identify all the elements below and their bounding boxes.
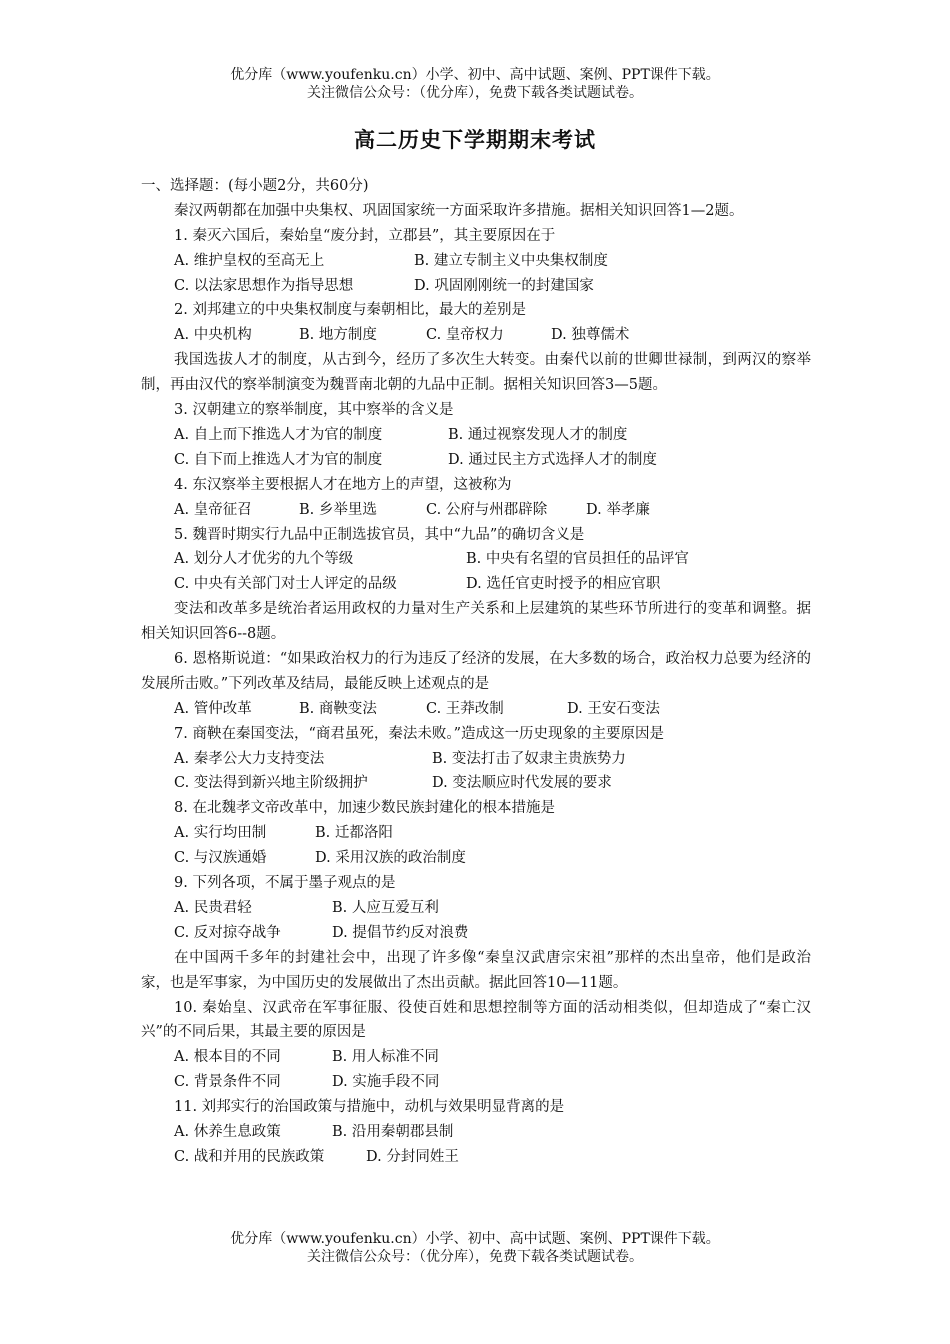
option-d: D. 实施手段不同 [332,1074,440,1091]
header-line-2: 关注微信公众号：（优分库），免费下载各类试题试卷。 [307,85,643,101]
question-2: 2. 刘邦建立的中央集权制度与秦朝相比，最大的差别是 [174,302,526,319]
option-c: C. 战和并用的民族政策 [174,1148,325,1165]
option-b: B. 中央有名望的官员担任的品评官 [466,551,689,568]
question-7: 7. 商鞅在秦国变法，“商君虽死，秦法未败。”造成这一历史现象的主要原因是 [174,725,665,742]
question-9: 9. 下列各项，不属于墨子观点的是 [174,875,396,892]
footer-line-2: 关注微信公众号：（优分库），免费下载各类试题试卷。 [307,1249,643,1265]
option-a: A. 划分人才优劣的九个等级 [174,551,354,568]
option-a: A. 实行均田制 [174,825,267,842]
question-4: 4. 东汉察举主要根据人才在地方上的声望，这被称为 [174,476,512,493]
question-9-options-row-2 [141,921,811,946]
question-6-options [141,697,811,722]
question-10-options-row-2 [141,1070,811,1095]
footer-line-1: 优分库（www.youfenku.cn）小学、初中、高中试题、案例、PPT课件下载。 [230,1231,720,1247]
option-b: B. 通过视察发现人才的制度 [448,426,628,443]
option-b: B. 迁都洛阳 [315,825,393,842]
question-11-options-row-1 [141,1120,811,1145]
question-5-options-row-1 [141,547,811,572]
option-c: C. 公府与州郡辟除 [426,501,548,518]
question-10-options-row-1 [141,1045,811,1070]
option-a: A. 中央机构 [174,327,252,344]
question-3-options-row-1 [141,423,811,448]
intro-paragraph-1: 秦汉两朝都在加强中央集权、巩固国家统一方面采取许多措施。据相关知识回答1—2题。 [174,202,744,219]
question-1-options-row-1 [141,249,811,274]
option-c: C. 背景条件不同 [174,1074,281,1091]
option-a: A. 秦孝公大力支持变法 [174,750,325,767]
option-c: C. 以法家思想作为指导思想 [174,277,354,294]
page-header [0,66,950,102]
option-d: D. 变法顺应时代发展的要求 [432,775,612,792]
option-c: C. 反对掠夺战争 [174,924,281,941]
option-d: D. 王安石变法 [567,700,660,717]
option-a: A. 维护皇权的至高无上 [174,252,325,269]
question-1-options-row-2 [141,274,811,299]
intro-paragraph-3: 变法和改革多是统治者运用政权的力量对生产关系和上层建筑的某些环节所进行的变革和调整。据相关知识回答6--8题。 [141,601,811,643]
option-d: D. 举孝廉 [586,501,650,518]
question-6: 6. 恩格斯说道：“如果政治权力的行为违反了经济的发展，在大多数的场合，政治权力总要为经济的发展所击败。”下列改革及结局，最能反映上述观点的是 [141,651,811,692]
option-b: B. 人应互爱互利 [332,899,439,916]
option-b: B. 变法打击了奴隶主贵族势力 [432,750,626,767]
option-a: A. 休养生息政策 [174,1124,281,1141]
page-title: 高二历史下学期期末考试 [354,128,596,152]
option-d: D. 巩固刚刚统一的封建国家 [414,277,594,294]
option-a: A. 民贵君轻 [174,899,252,916]
option-c: C. 王莽改制 [426,700,504,717]
question-10: 10. 秦始皇、汉武帝在军事征服、役使百姓和思想控制等方面的活动相类似，但却造成了“秦亡汉兴”的不同后果，其最主要的原因是 [141,999,811,1041]
option-d: D. 通过民主方式选择人才的制度 [448,451,657,468]
question-8-options-row-2 [141,846,811,871]
option-c: C. 皇帝权力 [426,327,504,344]
question-3: 3. 汉朝建立的察举制度，其中察举的含义是 [174,402,454,419]
option-b: B. 乡举里选 [299,501,377,518]
option-a: A. 皇帝征召 [174,501,252,518]
question-9-options-row-1 [141,896,811,921]
option-b: B. 沿用秦朝郡县制 [332,1124,454,1141]
question-11: 11. 刘邦实行的治国政策与措施中，动机与效果明显背离的是 [174,1099,565,1116]
intro-paragraph-2: 我国选拔人才的制度，从古到今，经历了多次生大转变。由秦代以前的世卿世禄制，到两汉的察举制，再由汉代的察举制演变为魏晋南北朝的九品中正制。据相关知识回答3—5题。 [141,352,811,394]
option-d: D. 分封同姓王 [366,1148,459,1165]
page-footer [0,1230,950,1266]
option-a: A. 自上而下推选人才为官的制度 [174,426,383,443]
question-7-options-row-2 [141,771,811,796]
section-heading: 一、选择题：(每小题2分，共60分) [141,178,369,194]
question-5-options-row-2 [141,572,811,597]
question-1: 1. 秦灭六国后，秦始皇“废分封，立郡县”，其主要原因在于 [174,227,556,244]
option-c: C. 中央有关部门对士人评定的品级 [174,576,397,593]
option-d: D. 提倡节约反对浪费 [332,924,469,941]
exam-body [141,174,811,1170]
option-a: A. 根本目的不同 [174,1049,281,1066]
question-8-options-row-1 [141,821,811,846]
option-b: B. 地方制度 [299,327,377,344]
question-3-options-row-2 [141,448,811,473]
option-c: C. 变法得到新兴地主阶级拥护 [174,775,368,792]
option-c: C. 与汉族通婚 [174,850,267,867]
question-11-options-row-2 [141,1145,811,1170]
question-2-options [141,323,811,348]
question-4-options [141,498,811,523]
intro-paragraph-4: 在中国两千多年的封建社会中，出现了许多像“秦皇汉武唐宗宋祖”那样的杰出皇帝，他们是政治家，也是军事家，为中国历史的发展做出了杰出贡献。据此回答10—11题。 [141,949,811,991]
option-b: B. 用人标准不同 [332,1049,439,1066]
header-line-1: 优分库（www.youfenku.cn）小学、初中、高中试题、案例、PPT课件下载。 [230,67,720,83]
question-7-options-row-1 [141,747,811,772]
question-8: 8. 在北魏孝文帝改革中，加速少数民族封建化的根本措施是 [174,800,555,817]
option-b: B. 商鞅变法 [299,700,377,717]
option-d: D. 独尊儒术 [551,327,630,344]
option-b: B. 建立专制主义中央集权制度 [414,252,608,269]
option-d: D. 选任官吏时授予的相应官职 [466,576,661,593]
option-a: A. 管仲改革 [174,700,252,717]
option-d: D. 采用汉族的政治制度 [315,850,466,867]
option-c: C. 自下而上推选人才为官的制度 [174,451,383,468]
question-5: 5. 魏晋时期实行九品中正制选拔官员，其中“九品”的确切含义是 [174,526,585,543]
